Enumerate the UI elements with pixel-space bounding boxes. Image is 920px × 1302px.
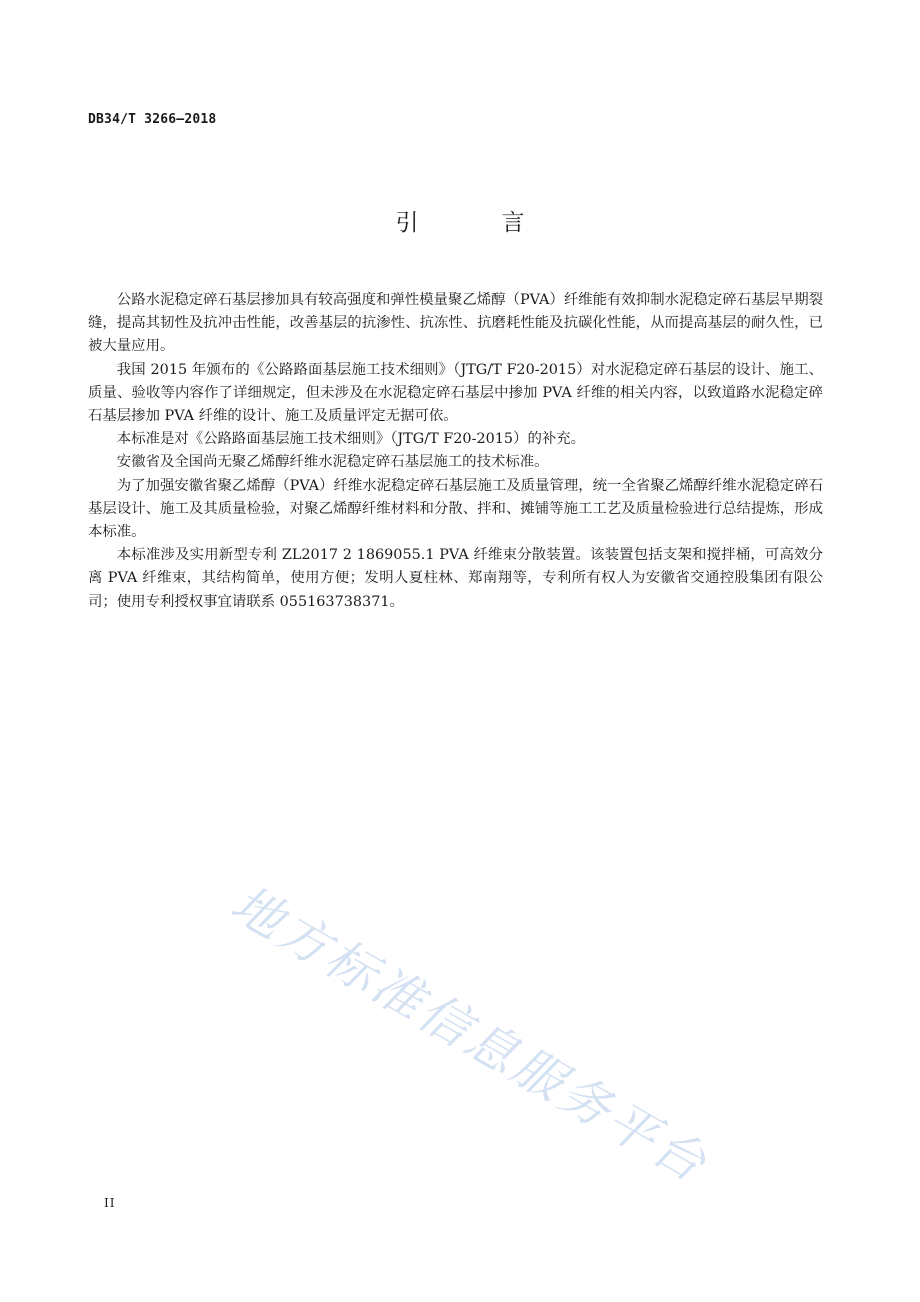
paragraph-6: 本标准涉及实用新型专利 ZL2017 2 1869055.1 PVA 纤维束分散装置。该装置包括支架和搅拌桶，可高效分离 PVA 纤维束，其结构简单，使用方便；发明人夏柱林、郑南翔等，专利所有权人为安徽省交通控股集团有限公司；使用专利授权事宜请联系 055163738371。 [88,547,823,610]
paragraph-5: 为了加强安徽省聚乙烯醇（PVA）纤维水泥稳定碎石基层施工及质量管理，统一全省聚乙烯醇纤维水泥稳定碎石基层设计、施工及其质量检验，对聚乙烯醇纤维材料和分散、拌和、摊铺等施工工艺及质量检验进行总结提炼，形成本标准。 [88,477,823,541]
page-title: 引 言 [395,210,555,236]
standard-code: DB34/T 3266—2018 [88,112,217,127]
introduction-body [88,289,823,614]
paragraph-4: 安徽省及全国尚无聚乙烯醇纤维水泥稳定碎石基层施工的技术标准。 [116,454,549,471]
page-number: II [104,1196,116,1210]
paragraph-1: 公路水泥稳定碎石基层掺加具有较高强度和弹性模量聚乙烯醇（PVA）纤维能有效抑制水泥稳定碎石基层早期裂缝，提高其韧性及抗冲击性能，改善基层的抗渗性、抗冻性、抗磨耗性能及抗碳化性能，从而提高基层的耐久性，已被大量应用。 [88,292,823,355]
paragraph-2: 我国 2015 年颁布的《公路路面基层施工技术细则》（JTG/T F20-2015）对水泥稳定碎石基层的设计、施工、质量、验收等内容作了详细规定，但未涉及在水泥稳定碎石基层中掺加 PVA 纤维的相关内容，以致道路水泥稳定碎石基层掺加 PVA 纤维的设计、施工及质量评定无据可依。 [88,361,823,425]
paragraph-3: 本标准是对《公路路面基层施工技术细则》（JTG/T F20-2015）的补充。 [116,431,586,448]
watermark: 地方标准信息服务平台 [221,874,719,1195]
